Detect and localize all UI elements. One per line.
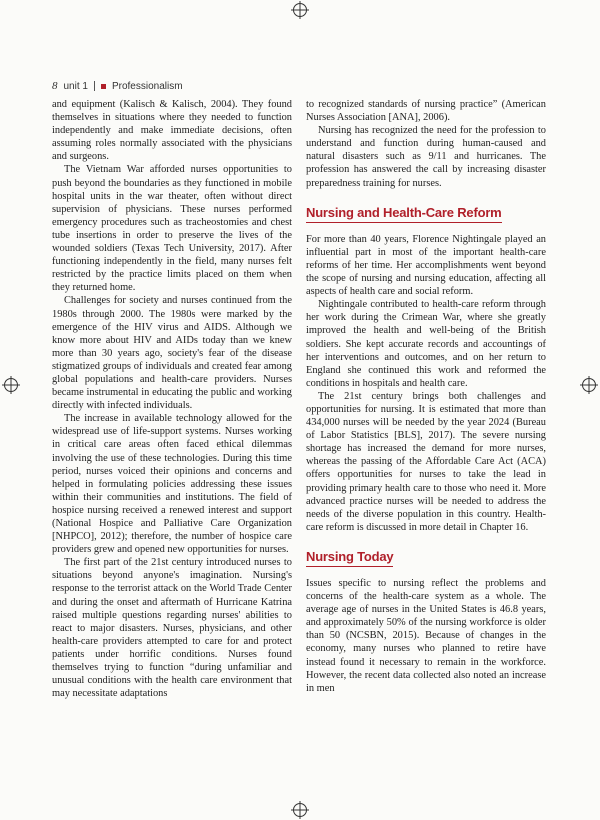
paragraph: Nightingale contributed to health-care reform through her work during the Crimean War, where she greatly improved the health and well-being of the British soldiers. She kept accurate records and accountings of her interventions and outcomes, and on her return to England she continued this work and reformed the conditions in hospitals and health care. [306, 299, 546, 389]
registration-mark-icon [582, 378, 596, 392]
left-column [52, 98, 292, 700]
section-heading-reform: Nursing and Health-Care Reform [306, 206, 502, 223]
registration-mark-icon [4, 378, 18, 392]
paragraph: The first part of the 21st century introduced nurses to situations beyond anyone's imagination. Nursing's response to the terrorist attack on the World Trade Center and during the onset and aftermath of Hurricane Katrina raised multiple questions regarding nurses' abilities to react to major disasters. Nurses, physicians, and other health-care providers attempted to care for and protect patients under horrific conditions. Nurses found themselves trying to function “during unfamiliar and unusual conditions with the health care environment that may necessitate adaptations [52, 557, 292, 700]
running-head [52, 80, 183, 92]
square-bullet-icon [101, 84, 106, 89]
registration-mark-icon [293, 3, 307, 17]
section-heading-today: Nursing Today [306, 550, 393, 567]
registration-mark-icon [293, 803, 307, 817]
paragraph: The increase in available technology allowed for the widespread use of life-support systems. Nurses working in critical care areas often faced ethical dilemmas involving the use of these technologies. During this time period, nurses voiced their opinions and concerns and helped in formulating policies addressing these issues within their communities and institutions. The field of hospice nursing received a renewed interest and support (National Hospice and Palliative Care Organization [NHPCO], 2012); therefore, the number of hospice care providers grew and opened new opportunities for nurses. [52, 413, 292, 556]
paragraph: to recognized standards of nursing practice” (American Nurses Association [ANA], 2006). [306, 99, 546, 124]
paragraph: Challenges for society and nurses continued from the 1980s through 2000. The 1980s were marked by the emergence of the HIV virus and AIDS. Although we know more about HIV and AIDs today than we knew more than 30 years ago, society's fear of the disease stigmatized groups of individuals and created fear among global populations and health-care providers. Nurses became instrumental in educating the public and working directly with infected individuals. [52, 295, 292, 412]
unit-label: unit 1 [63, 80, 88, 92]
divider [94, 81, 95, 91]
paragraph: and equipment (Kalisch & Kalisch, 2004). They found themselves in situations where they needed to function independently and make immediate decisions, often assuming roles normally associated with the physicians and surgeons. [52, 99, 292, 163]
section-label: Professionalism [111, 80, 183, 92]
paragraph: The Vietnam War afforded nurses opportunities to push beyond the boundaries as they functioned in mobile hospital units in the war theater, often without direct supervision of physicians. These nurses performed emergency procedures such as tracheostomies and chest tube insertions in order to preserve the lives of the wounded soldiers (Texas Tech University, 2017). After functioning independently in the field, many nurses felt restricted by the practice limits placed on them when they returned home. [52, 164, 292, 294]
paragraph: Issues specific to nursing reflect the problems and concerns of the health-care system as a whole. The average age of nurses in the United States is 46.8 years, and approximately 50% of the nursing workforce is older than 50 (NCSBN, 2015). Because of changes in the economy, many nurses who planned to retire have instead found it necessary to remain in the workforce. However, the recent data collected also noted an increase in men [306, 578, 546, 694]
paragraph: For more than 40 years, Florence Nightingale played an influential part in most of the important health-care reforms of her time. Her accomplishments went beyond the scope of nursing and nursing education, affecting all aspects of health care and social reform. [306, 233, 546, 298]
paragraph: Nursing has recognized the need for the profession to understand and function during human-caused and natural disasters such as 9/11 and hurricanes. The profession has answered the call by increasing disaster preparedness training for nurses. [306, 125, 546, 189]
page-number: 8 [52, 80, 58, 92]
paragraph: The 21st century brings both challenges and opportunities for nursing. It is estimated that more than 434,000 nurses will be needed by the year 2024 (Bureau of Labor Statistics [BLS], 2017). The severe nursing shortage has increased the demand for more nurses, whereas the passing of the Affordable Care Act (ACA) offers opportunities for nurses to take the lead in providing primary health care to those who need it. More advanced practice nurses will be needed to address the needs of the diverse population in this country. Health-care reform is discussed in more detail in Chapter 16. [306, 390, 546, 533]
right-column [306, 98, 546, 695]
